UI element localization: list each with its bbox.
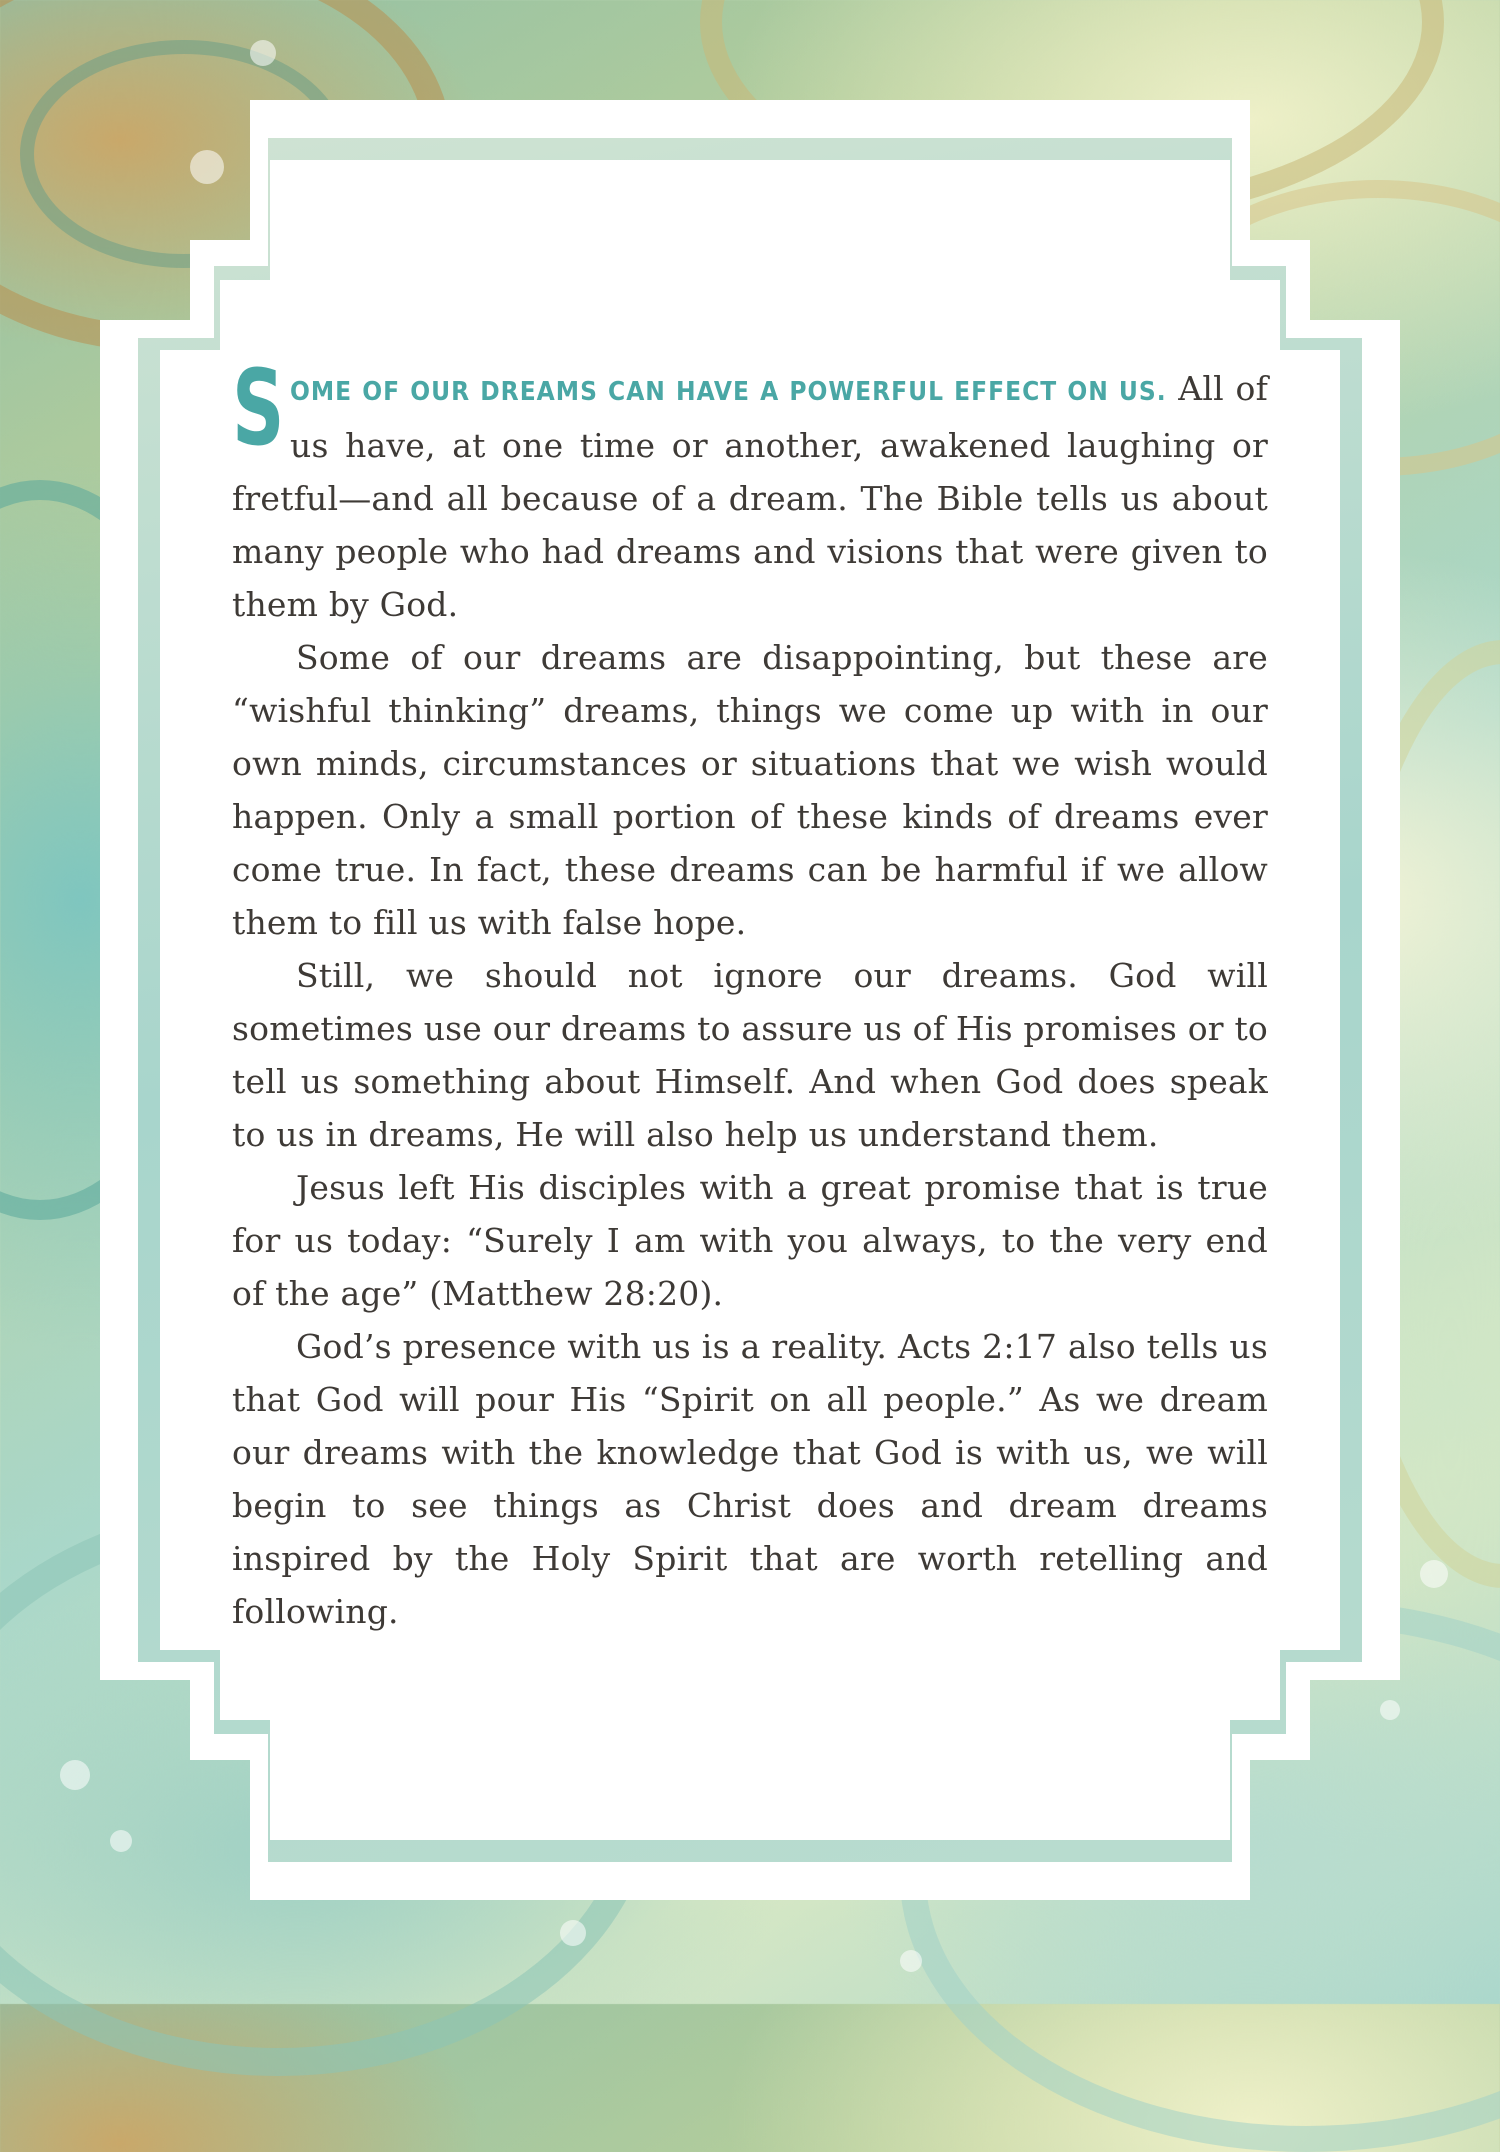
devotional-text — [232, 347, 1269, 1638]
drop-cap: S — [232, 347, 285, 469]
paragraph-2: Some of our dreams are disappointing, but these are “wishful thinking” dreams, things we come up with in our own minds, circumstances or situations that we wish would happen. Only a small portion of these kinds of dreams ever come true. In fact, these dreams can be harmful if we allow them to fill us with false hope. — [232, 638, 1268, 942]
paragraph-1 — [232, 347, 1269, 631]
paragraph-3: Still, we should not ignore our dreams. God will sometimes use our dreams to assure us of His promises or to tell us something about Himself. And when God does speak to us in dreams, He will also help us understand them. — [232, 956, 1268, 1154]
paragraph-5: God’s presence with us is a reality. Acts 2:17 also tells us that God will pour His “Spirit on all people.” As we dream our dreams with the knowledge that God is with us, we will begin to see things as Christ does and dream dreams inspired by the Holy Spirit that are worth retelling and following. — [232, 1327, 1268, 1631]
paragraph-1-text: All of us have, at one time or another, awakened laughing or fretful—and all because of a dream. The Bible tells us about many people who had dreams and visions that were given to them by God. — [232, 369, 1269, 624]
lead-in-heading: OME OF OUR DREAMS CAN HAVE A POWERFUL EFFECT ON US. — [290, 377, 1167, 407]
paragraph-4: Jesus left His disciples with a great promise that is true for us today: “Surely I am with you always, to the very end of the age” (Matthew 28:20). — [232, 1168, 1268, 1313]
